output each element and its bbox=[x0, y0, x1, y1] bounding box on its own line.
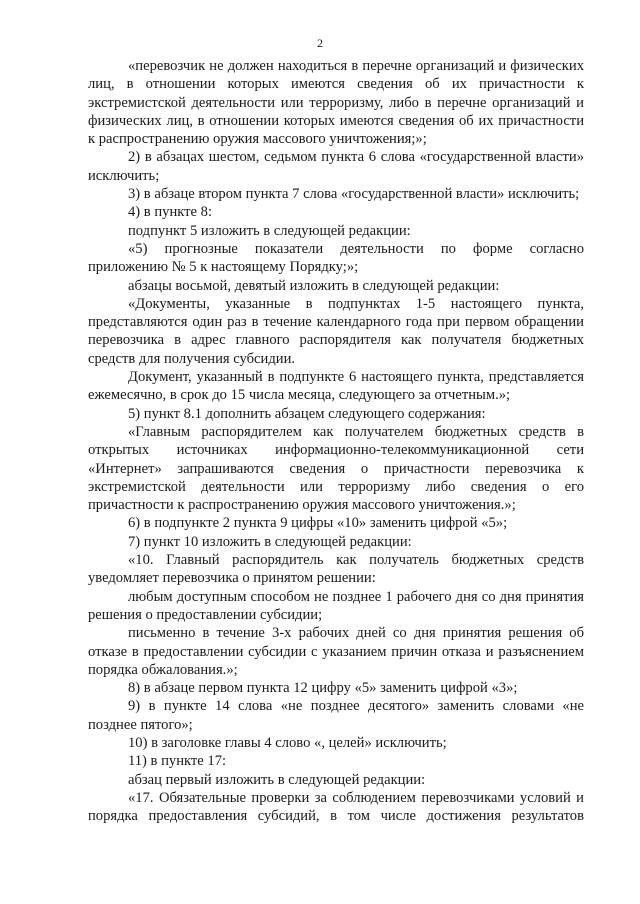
paragraph: «5) прогнозные показатели деятельности по форме согласно приложению № 5 к настоящему Порядку;»; bbox=[88, 240, 584, 276]
paragraph: 7) пункт 10 изложить в следующей редакции: bbox=[128, 533, 412, 550]
paragraph: 4) в пункте 8: bbox=[128, 204, 213, 221]
document-body bbox=[88, 57, 584, 825]
paragraph: подпункт 5 изложить в следующей редакции: bbox=[128, 222, 411, 239]
paragraph: абзацы восьмой, девятый изложить в следующей редакции: bbox=[128, 277, 500, 294]
paragraph: «Главным распорядителем как получателем бюджетных средств в открытых источниках информационно-телекоммуникационной сети «Интернет» запрашиваются сведения о причастности перевозчика к экстремистской деятельности или терроризму либо сведения о его причастности к распространению оружия массового уничтожения.»; bbox=[88, 423, 584, 514]
paragraph: 8) в абзаце первом пункта 12 цифру «5» заменить цифрой «3»; bbox=[128, 680, 518, 697]
paragraph: 2) в абзацах шестом, седьмом пункта 6 слова «государственной власти» исключить; bbox=[88, 149, 584, 184]
paragraph: «17. Обязательные проверки за соблюдением перевозчиками условий и порядка предоставления субсидий, в том числе достижения результатов bbox=[88, 789, 584, 825]
paragraph: 9) в пункте 14 слова «не позднее десятого» заменить словами «не позднее пятого»; bbox=[88, 698, 584, 733]
paragraph: абзац первый изложить в следующей редакции: bbox=[128, 771, 426, 788]
paragraph: письменно в течение 3-х рабочих дней со дня принятия решения об отказе в предоставлении субсидии с указанием причин отказа и разъяснением порядка обжалования.»; bbox=[88, 625, 584, 678]
paragraph: «Документы, указанные в подпунктах 1-5 настоящего пункта, представляются один раз в течение календарного года при первом обращении перевозчика в адрес главного распорядителя как получателя бюджетных средств для получения субсидии. bbox=[88, 295, 584, 367]
page-number: 2 bbox=[317, 36, 323, 50]
paragraph: «10. Главный распорядитель как получатель бюджетных средств уведомляет перевозчика о принятом решении: bbox=[88, 552, 584, 587]
paragraph: 6) в подпункте 2 пункта 9 цифры «10» заменить цифрой «5»; bbox=[128, 515, 508, 532]
paragraph: 11) в пункте 17: bbox=[128, 753, 227, 770]
paragraph: Документ, указанный в подпункте 6 настоящего пункта, представляется ежемесячно, в срок до 15 числа месяца, следующего за отчетным.»; bbox=[88, 369, 584, 404]
paragraph: 3) в абзаце втором пункта 7 слова «государственной власти» исключить; bbox=[128, 186, 580, 203]
paragraph: 10) в заголовке главы 4 слово «, целей» исключить; bbox=[128, 734, 447, 751]
paragraph: любым доступным способом не позднее 1 рабочего дня со дня принятия решения о предоставлении субсидии; bbox=[88, 588, 584, 623]
paragraph: 5) пункт 8.1 дополнить абзацем следующего содержания: bbox=[128, 405, 486, 422]
paragraph: «перевозчик не должен находиться в перечне организаций и физических лиц, в отношении которых имеются сведения об их причастности к экстремистской деятельности или терроризму, либо в перечне организаций и физических лиц, в отношении которых имеются сведения об их причастности к распространению оружия массового уничтожения;»; bbox=[88, 58, 584, 148]
